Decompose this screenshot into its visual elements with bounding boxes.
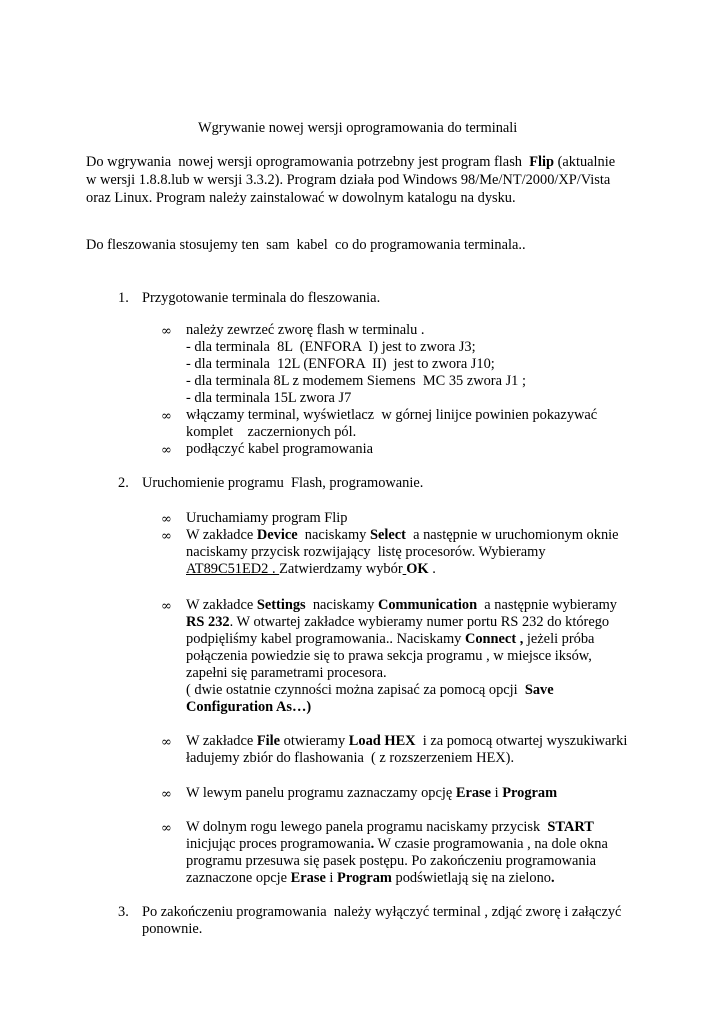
s2-bullet-6-cont-2: programu przesuwa się pasek postępu. Po zakończeniu programowania: [186, 853, 596, 869]
section-1-number: 1.: [118, 290, 129, 306]
s2-bullet-4-cont: ładujemy zbiór do flashowania ( z rozszerzeniem HEX).: [186, 750, 515, 766]
s2-bullet-3-cont-4: zapełni się parametrami procesora.: [186, 665, 387, 681]
s2-bullet-3-cont-5: ( dwie ostatnie czynności można zapisać za pomocą opcji Save: [186, 682, 554, 698]
bullet-icon: ∞: [161, 735, 172, 750]
intro-line-1: Do wgrywania nowej wersji oprogramowania potrzebny jest program flash Flip (aktualnie: [86, 154, 616, 170]
s2-bullet-6-cont-1: inicjując proces programowania. W czasie programowania , na dole okna: [186, 836, 608, 852]
intro-line-2: w wersji 1.8.8.lub w wersji 3.3.2). Program działa pod Windows 98/Me/NT/2000/XP/Vista: [86, 172, 611, 188]
bullet-icon: ∞: [161, 787, 172, 802]
bullet-icon: ∞: [161, 529, 172, 544]
flip-program-name: Flip: [529, 154, 554, 170]
s2-bullet-4: W zakładce File otwieramy Load HEX i za pomocą otwartej wyszukiwarki: [186, 733, 628, 749]
s2-bullet-1: Uruchamiamy program Flip: [186, 510, 348, 526]
bullet-icon: ∞: [161, 409, 172, 424]
cable-note: Do fleszowania stosujemy ten sam kabel co do programowania terminala..: [86, 237, 526, 253]
s1-bullet-2-cont: komplet zaczernionych pól.: [186, 424, 357, 440]
section-1-heading: Przygotowanie terminala do fleszowania.: [142, 290, 381, 306]
s2-bullet-2: W zakładce Device naciskamy Select a następnie w uruchomionym oknie: [186, 527, 619, 543]
section-3-line-1: Po zakończeniu programowania należy wyłączyć terminal , zdjąć zworę i załączyć: [142, 904, 622, 920]
s1-sub-4: - dla terminala 15L zwora J7: [186, 390, 352, 406]
bullet-icon: ∞: [161, 512, 172, 527]
s2-bullet-2-cont-2: AT89C51ED2 . Zatwierdzamy wybór OK .: [186, 561, 436, 577]
section-2-heading: Uruchomienie programu Flash, programowanie.: [142, 475, 424, 491]
s1-bullet-1: należy zewrzeć zworę flash w terminalu .: [186, 322, 425, 338]
section-2-number: 2.: [118, 475, 129, 491]
bullet-icon: ∞: [161, 599, 172, 614]
s2-bullet-3-cont-3: połączenia powiedzie się to prawa sekcja programu , w miejsce iksów,: [186, 648, 592, 664]
s1-bullet-2: włączamy terminal, wyświetlacz w górnej linijce powinien pokazywać: [186, 407, 598, 423]
processor-name: AT89C51ED2 .: [186, 561, 280, 577]
bullet-icon: ∞: [161, 821, 172, 836]
bullet-icon: ∞: [161, 443, 172, 458]
intro-line-3: oraz Linux. Program należy zainstalować w dowolnym katalogu na dysku.: [86, 190, 516, 206]
s1-sub-1: - dla terminala 8L (ENFORA I) jest to zwora J3;: [186, 339, 476, 355]
s1-bullet-3: podłączyć kabel programowania: [186, 441, 373, 457]
section-3-number: 3.: [118, 904, 129, 920]
s2-bullet-2-cont: naciskamy przycisk rozwijający listę procesorów. Wybieramy: [186, 544, 546, 560]
s2-bullet-5: W lewym panelu programu zaznaczamy opcję Erase i Program: [186, 785, 558, 801]
bullet-icon: ∞: [161, 324, 172, 339]
page-title: Wgrywanie nowej wersji oprogramowania do terminali: [198, 120, 518, 136]
s2-bullet-3-cont-1: RS 232. W otwartej zakładce wybieramy numer portu RS 232 do którego: [186, 614, 610, 630]
s2-bullet-6-cont-3: zaznaczone opcje Erase i Program podświetlają się na zielono.: [186, 870, 555, 886]
section-3-line-2: ponownie.: [142, 921, 203, 937]
s2-bullet-3: W zakładce Settings naciskamy Communication a następnie wybieramy: [186, 597, 617, 613]
s1-sub-2: - dla terminala 12L (ENFORA II) jest to zwora J10;: [186, 356, 495, 372]
s2-bullet-6: W dolnym rogu lewego panela programu naciskamy przycisk START: [186, 819, 594, 835]
s1-sub-3: - dla terminala 8L z modemem Siemens MC 35 zwora J1 ;: [186, 373, 526, 389]
s2-bullet-3-cont-6: Configuration As…): [186, 699, 312, 715]
s2-bullet-3-cont-2: podpięliśmy kabel programowania.. Naciskamy Connect , jeżeli próba: [186, 631, 595, 647]
